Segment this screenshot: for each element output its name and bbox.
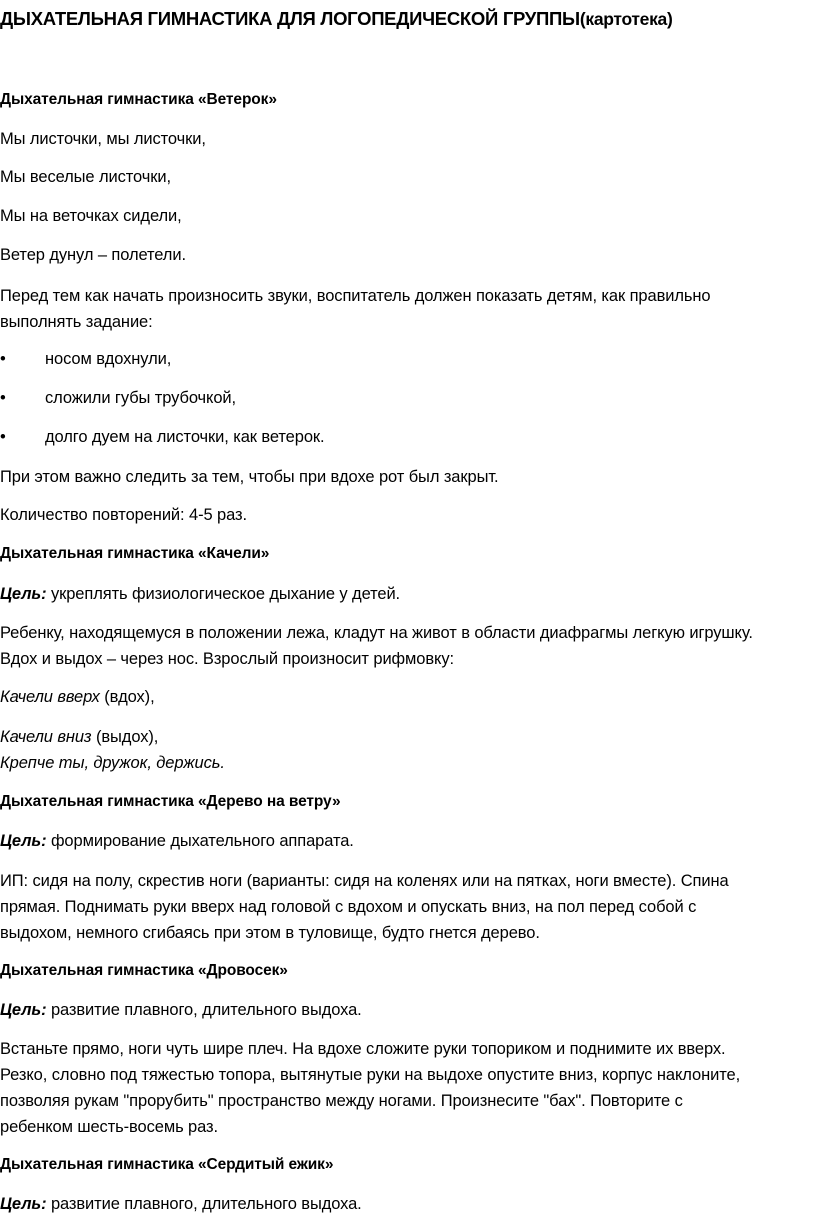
title-sub: (картотека) (579, 9, 673, 29)
section-heading-veterok: Дыхательная гимнастика «Ветерок» (0, 91, 277, 108)
paragraph-line: ребенком шесть-восемь раз. (0, 1118, 218, 1136)
paragraph-line: Количество повторений: 4-5 раз. (0, 506, 247, 524)
goal-label: Цель: (0, 832, 47, 850)
goal-text: формирование дыхательного аппарата. (46, 832, 354, 850)
verse-line: Мы на веточках сидели, (0, 207, 182, 225)
paragraph-line: Вдох и выдох – через нос. Взрослый произносит рифмовку: (0, 650, 454, 668)
paragraph-line: позволяя рукам "прорубить" пространство между ногами. Произнесите "бах". Повторите с (0, 1092, 683, 1110)
goal-label: Цель: (0, 1195, 47, 1213)
rhyme-line (0, 685, 155, 709)
paragraph-line: При этом важно следить за тем, чтобы при вдохе рот был закрыт. (0, 468, 499, 486)
goal-line (0, 829, 354, 853)
list-item-text: носом вдохнули, (45, 350, 172, 368)
document-title (0, 7, 673, 31)
paragraph-line: Встаньте прямо, ноги чуть шире плеч. На вдохе сложите руки топориком и поднимите их вверх. (0, 1040, 726, 1058)
paragraph-line: Перед тем как начать произносить звуки, воспитатель должен показать детям, как правильно (0, 287, 711, 305)
goal-label: Цель: (0, 1001, 47, 1019)
goal-line (0, 1192, 362, 1216)
goal-text: развитие плавного, длительного выдоха. (46, 1195, 362, 1213)
paragraph-line: прямая. Поднимать руки вверх над головой с вдохом и опускать вниз, на пол перед собой с (0, 898, 697, 916)
rhyme-line: Крепче ты, дружок, держись. (0, 754, 225, 772)
goal-text: укреплять физиологическое дыхание у детей. (46, 585, 401, 603)
bullet-icon: • (0, 428, 6, 446)
paragraph-line: ИП: сидя на полу, скрестив ноги (варианты: сидя на коленях или на пятках, ноги вместе). Спина (0, 872, 729, 890)
rhyme-italic: Качели вниз (0, 728, 92, 746)
paragraph-line: выдохом, немного сгибаясь при этом в туловище, будто гнется дерево. (0, 924, 540, 942)
list-item-text: долго дуем на листочки, как ветерок. (45, 428, 325, 446)
rhyme-rest: (выдох), (91, 728, 159, 746)
verse-line: Ветер дунул – полетели. (0, 246, 186, 264)
paragraph-line: Резко, словно под тяжестью топора, вытянутые руки на выдохе опустите вниз, корпус наклоните, (0, 1066, 741, 1084)
goal-line (0, 582, 400, 606)
rhyme-rest: (вдох), (99, 688, 155, 706)
goal-line (0, 998, 362, 1022)
title-main: ДЫХАТЕЛЬНАЯ ГИМНАСТИКА ДЛЯ ЛОГОПЕДИЧЕСКОЙ ГРУППЫ (0, 8, 580, 29)
bullet-icon: • (0, 350, 6, 368)
section-heading-drovosek: Дыхательная гимнастика «Дровосек» (0, 962, 288, 979)
verse-line: Мы веселые листочки, (0, 168, 171, 186)
rhyme-italic: Качели вверх (0, 688, 100, 706)
paragraph-line: выполнять задание: (0, 313, 153, 331)
rhyme-line (0, 725, 158, 749)
section-heading-derevo: Дыхательная гимнастика «Дерево на ветру» (0, 793, 341, 810)
list-item-text: сложили губы трубочкой, (45, 389, 237, 407)
section-heading-ezhik: Дыхательная гимнастика «Сердитый ежик» (0, 1156, 334, 1173)
verse-line: Мы листочки, мы листочки, (0, 130, 206, 148)
bullet-icon: • (0, 389, 6, 407)
paragraph-line: Ребенку, находящемуся в положении лежа, кладут на живот в области диафрагмы легкую игрушку. (0, 624, 753, 642)
goal-label: Цель: (0, 585, 47, 603)
section-heading-kacheli: Дыхательная гимнастика «Качели» (0, 545, 270, 562)
goal-text: развитие плавного, длительного выдоха. (46, 1001, 362, 1019)
